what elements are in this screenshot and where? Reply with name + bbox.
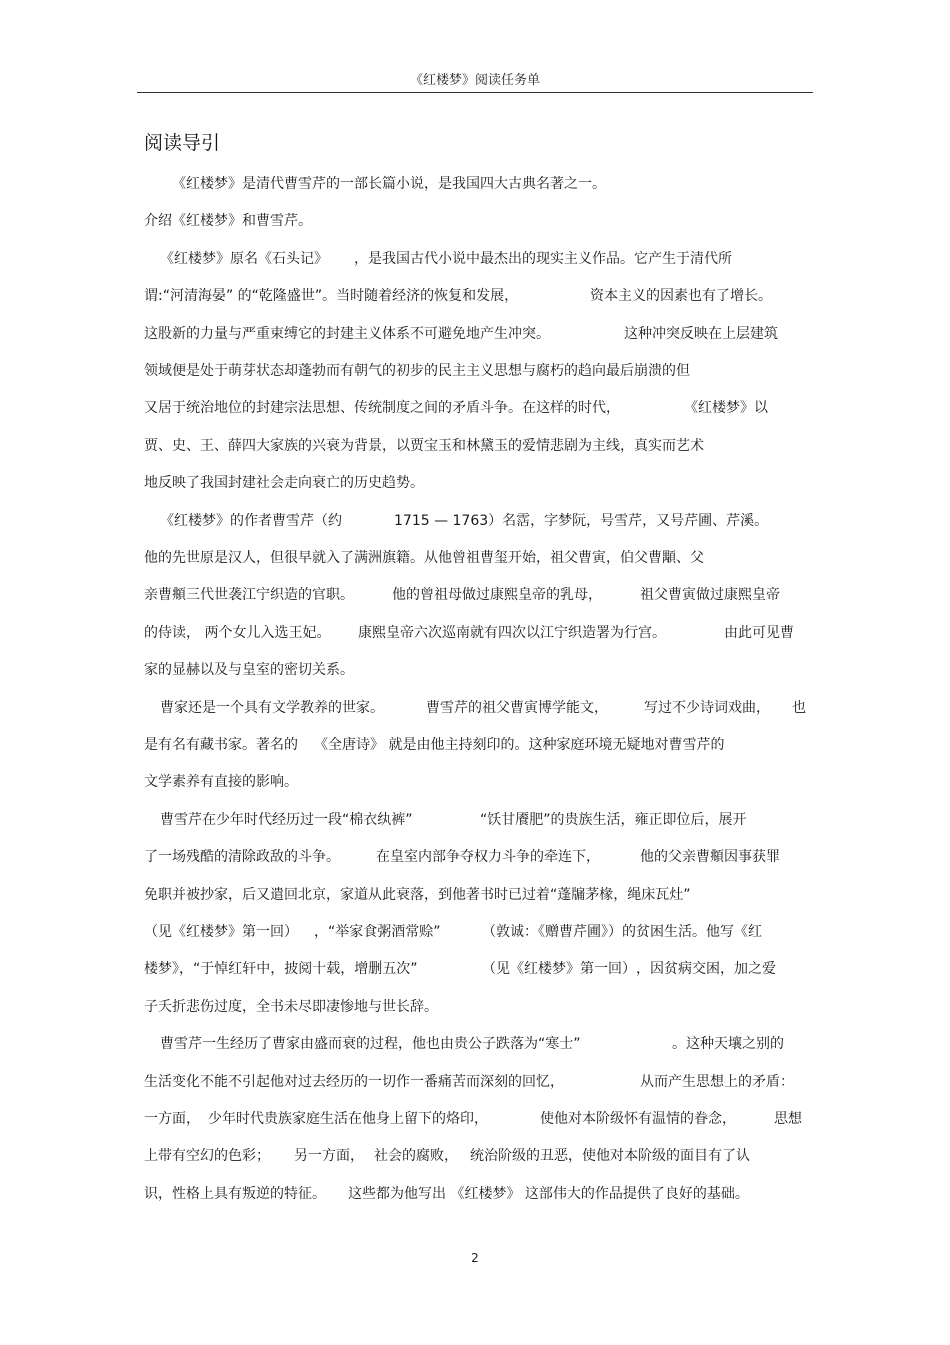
text-segment: 在皇室内部争夺权力斗争的牵连下，	[376, 849, 600, 866]
text-line	[144, 361, 824, 381]
text-line	[144, 1184, 824, 1204]
text-segment: 楼梦》，“于悼红轩中，披阅十载，增删五次”	[144, 961, 418, 978]
text-line	[144, 1146, 824, 1166]
text-segment: 文学素养有直接的影响。	[144, 774, 298, 791]
text-segment: 统治阶级的丑恶，使他对本阶级的面目有了认	[470, 1148, 750, 1165]
text-segment: 家的显赫以及与皇室的密切关系。	[144, 662, 354, 679]
text-line	[144, 1034, 824, 1054]
text-segment: 《全唐诗》 就是由他主持刻印的。这种家庭环境无疑地对曹雪芹的	[314, 737, 725, 753]
text-segment: 《红楼梦》的作者曹雪芹（约	[160, 512, 342, 529]
text-segment: 是有名有藏书家。著名的	[144, 737, 298, 753]
text-line	[144, 997, 824, 1017]
text-segment: 另一方面，	[294, 1148, 364, 1165]
text-segment: 这股新的力量与严重束缚它的封建主义体系不可避免地产生冲突。	[144, 325, 550, 342]
text-segment: 谓:“河清海晏” 的“乾隆盛世”。当时随着经济的恢复和发展，	[144, 288, 519, 305]
text-line	[144, 436, 824, 456]
text-line	[144, 511, 824, 531]
text-segment: 曹雪芹一生经历了曹家由盛而衰的过程，他也由贵公子跌落为“寒士”	[160, 1036, 581, 1053]
text-line	[144, 885, 824, 905]
text-segment: 康熙皇帝六次巡南就有四次以江宁织造署为行宫。	[358, 624, 666, 641]
text-segment: ，“举家食粥酒常赊”	[314, 924, 441, 940]
text-segment: 少年时代贵族家庭生活在他身上留下的烙印，	[208, 1111, 488, 1127]
text-segment: 曹家还是一个具有文学教养的世家。	[160, 699, 384, 716]
page-header-title: 《红楼梦》阅读任务单	[409, 73, 540, 88]
text-segment: 亲曹頫三代世袭江宁织造的官职。	[144, 587, 354, 604]
text-segment: 资本主义的因素也有了增长。	[590, 288, 772, 305]
text-line	[144, 249, 824, 269]
text-segment: 写过不少诗词戏曲，	[644, 699, 770, 716]
text-line	[144, 286, 824, 306]
text-segment: 了一场残酷的清除政敌的斗争。	[144, 849, 340, 866]
text-line	[144, 585, 824, 605]
text-segment: 使他对本阶级怀有温情的眷念，	[540, 1111, 736, 1127]
text-segment: 祖父曹寅做过康熙皇帝	[640, 587, 780, 604]
text-segment: 上带有空幻的色彩；	[144, 1148, 270, 1165]
text-line	[144, 623, 824, 643]
text-line	[144, 847, 824, 867]
text-line	[144, 698, 824, 718]
text-line	[144, 772, 824, 792]
page-number: 2	[471, 1251, 479, 1265]
text-segment: 介绍《红楼梦》和曹雪芹。	[144, 213, 312, 230]
text-line	[144, 473, 824, 493]
text-line	[144, 398, 824, 418]
text-segment: 子夭折悲伤过度，全书未尽即凄惨地与世长辞。	[144, 998, 438, 1015]
text-segment: 贾、史、王、薛四大家族的兴衰为背景，以贾宝玉和林黛玉的爱情悲剧为主线，真实而艺术	[144, 437, 704, 454]
header-divider	[137, 92, 813, 93]
text-line	[144, 548, 824, 568]
text-segment: 《红楼梦》原名《石头记》	[160, 250, 328, 267]
text-segment: 他的父亲曹頫因事获罪	[640, 849, 780, 866]
text-segment: “饫甘餍肥”的贵族生活，雍正即位后，展开	[480, 811, 747, 828]
text-segment: 免职并被抄家，后又遣回北京，家道从此衰落，到他著书时已过着“蓬牖茅椽，绳床瓦灶”	[144, 886, 691, 903]
text-segment: 曹雪芹在少年时代经历过一段“棉衣纨裤”	[160, 811, 413, 828]
text-line	[144, 660, 824, 680]
text-segment: （见《红楼梦》第一回）	[482, 961, 636, 978]
text-segment: 这些都为他写出 《红楼梦》 这部伟大的作品提供了良好的基础。	[348, 1185, 749, 1202]
text-segment: 地反映了我国封建社会走向衰亡的历史趋势。	[144, 475, 424, 492]
text-segment: 曹雪芹的祖父曹寅博学能文，	[426, 699, 608, 716]
text-line	[144, 922, 824, 942]
text-segment: 。这种天壤之别的	[672, 1036, 784, 1053]
text-line	[144, 735, 824, 755]
text-segment: 的侍读， 两个女儿入选王妃。	[144, 624, 331, 641]
text-segment: 社会的腐败，	[374, 1148, 458, 1165]
text-line	[144, 959, 824, 979]
text-segment: 《红楼梦》以	[684, 400, 768, 417]
text-segment: 领域便是处于萌芽状态却蓬勃而有朝气的初步的民主主义思想与腐朽的趋向最后崩溃的但	[144, 363, 690, 379]
text-segment: 识，性格上具有叛逆的特征。	[144, 1185, 326, 1202]
text-segment: 一方面，	[144, 1111, 200, 1127]
text-line	[144, 324, 824, 344]
text-line	[144, 211, 824, 231]
text-segment: ，因贫病交困，加之爱	[636, 961, 776, 978]
text-segment: 他的先世原是汉人，但很早就入了满洲旗籍。从他曾祖曹玺开始，祖父曹寅，伯父曹顒、父	[144, 550, 704, 566]
text-segment: 由此可见曹	[724, 624, 794, 641]
text-segment: 《红楼梦》是清代曹雪芹的一部长篇小说，是我国四大古典名著之一。	[172, 176, 606, 192]
text-line	[144, 1072, 824, 1092]
text-segment: （见《红楼梦》第一回）	[144, 924, 298, 940]
text-line	[144, 1109, 824, 1129]
text-segment: 从而产生思想上的矛盾：	[640, 1073, 794, 1090]
text-line	[144, 810, 824, 830]
text-segment: 这种冲突反映在上层建筑	[624, 325, 778, 342]
text-segment: 也	[792, 699, 806, 716]
text-segment: 他的曾祖母做过康熙皇帝的乳母，	[392, 587, 602, 604]
text-segment: ，是我国古代小说中最杰出的现实主义作品。它产生于清代所	[354, 250, 732, 267]
text-segment: 生活变化不能不引起他对过去经历的一切作一番痛苦而深刻的回忆，	[144, 1073, 564, 1090]
text-segment: 又居于统治地位的封建宗法思想、传统制度之间的矛盾斗争。在这样的时代，	[144, 400, 620, 417]
text-segment: 1715 — 1763）名霑，字梦阮，号雪芹，又号芹圃、芹溪。	[394, 512, 769, 529]
text-segment: （敦诚：《赠曹芹圃》）的贫困生活。他写《红	[482, 924, 762, 940]
text-line	[144, 174, 824, 194]
text-segment: 思想	[774, 1111, 802, 1127]
section-heading: 阅读导引	[144, 132, 221, 154]
